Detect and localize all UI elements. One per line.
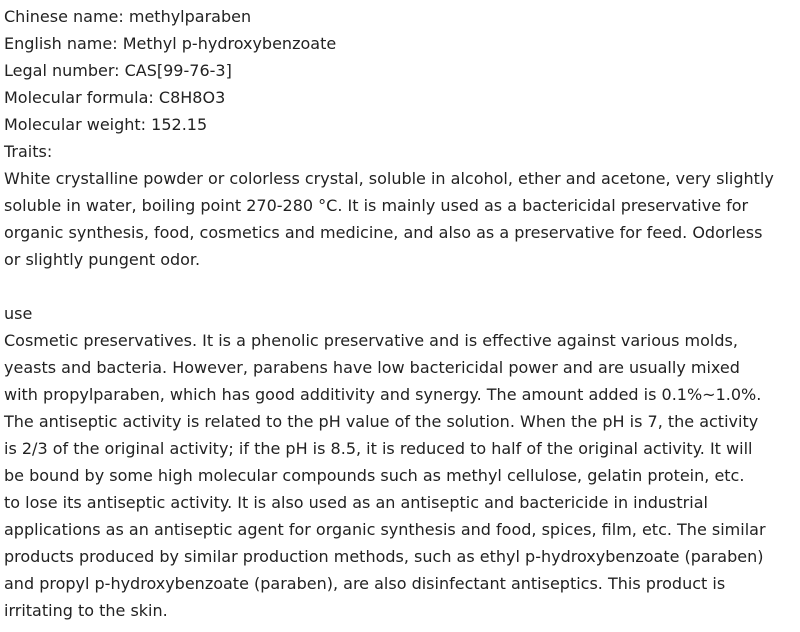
use-line: is 2/3 of the original activity; if the pH is 8.5, it is reduced to half of the original activity. It will bbox=[4, 439, 753, 458]
use-line: irritating to the skin. bbox=[4, 601, 168, 620]
use-line: be bound by some high molecular compounds such as methyl cellulose, gelatin protein, etc. bbox=[4, 466, 745, 485]
traits-line: White crystalline powder or colorless crystal, soluble in alcohol, ether and acetone, very slightly bbox=[4, 169, 774, 188]
traits-line: soluble in water, boiling point 270-280 °C. It is mainly used as a bactericidal preservative for bbox=[4, 196, 749, 215]
molecular-formula: Molecular formula: C8H8O3 bbox=[4, 88, 226, 107]
use-line: yeasts and bacteria. However, parabens have low bactericidal power and are usually mixed bbox=[4, 358, 740, 377]
traits-line: or slightly pungent odor. bbox=[4, 250, 201, 269]
use-line: The antiseptic activity is related to the pH value of the solution. When the pH is 7, the activity bbox=[4, 412, 759, 431]
english-name: English name: Methyl p-hydroxybenzoate bbox=[4, 34, 337, 53]
use-heading: use bbox=[4, 304, 33, 323]
chinese-name: Chinese name: methylparaben bbox=[4, 7, 252, 26]
use-line: applications as an antiseptic agent for organic synthesis and food, spices, film, etc. The similar bbox=[4, 520, 766, 539]
use-line: and propyl p-hydroxybenzoate (paraben), are also disinfectant antiseptics. This product is bbox=[4, 574, 726, 593]
traits-heading: Traits: bbox=[4, 142, 53, 161]
use-line: to lose its antiseptic activity. It is also used as an antiseptic and bactericide in industrial bbox=[4, 493, 708, 512]
product-description bbox=[4, 3, 794, 624]
spacer bbox=[4, 273, 794, 300]
use-line: products produced by similar production methods, such as ethyl p-hydroxybenzoate (paraben) bbox=[4, 547, 764, 566]
traits-line: organic synthesis, food, cosmetics and medicine, and also as a preservative for feed. Odorless bbox=[4, 223, 763, 242]
use-line: Cosmetic preservatives. It is a phenolic preservative and is effective against various molds, bbox=[4, 331, 738, 350]
use-line: with propylparaben, which has good additivity and synergy. The amount added is 0.1%~1.0%. bbox=[4, 385, 762, 404]
molecular-weight: Molecular weight: 152.15 bbox=[4, 115, 208, 134]
legal-number: Legal number: CAS[99-76-3] bbox=[4, 61, 232, 80]
